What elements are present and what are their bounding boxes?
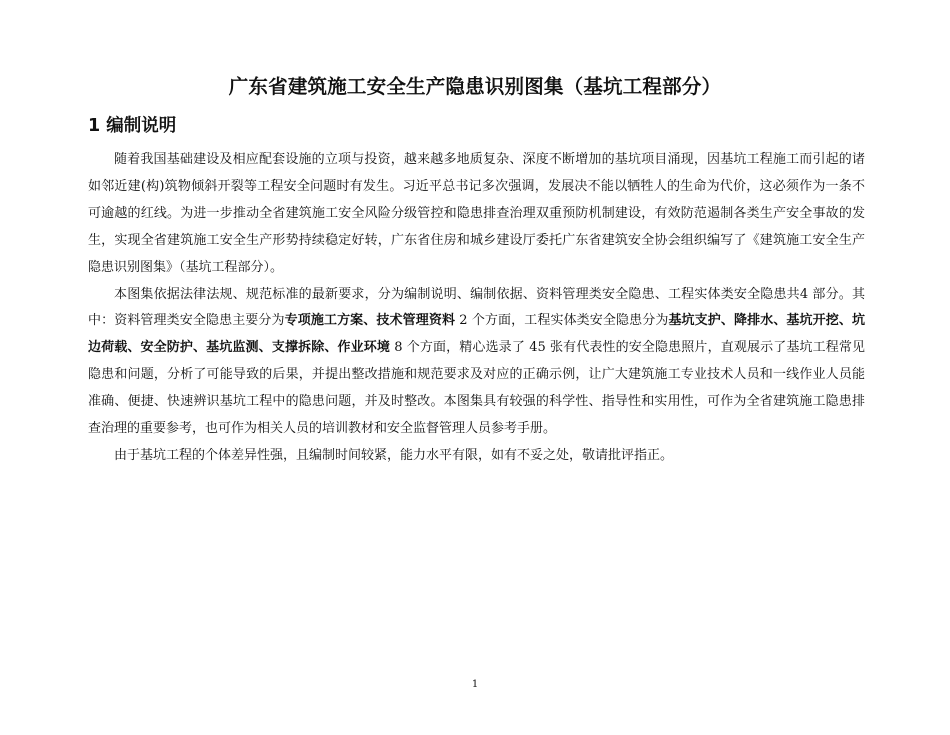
section-heading: 1 编制说明 [88, 116, 177, 136]
body-text [88, 147, 865, 470]
document-title: 广东省建筑施工安全生产隐患识别图集（基坑工程部分） [228, 75, 722, 98]
highlight-document-categories: 专项施工方案、技术管理资料 [284, 313, 456, 329]
paragraph-structure-text-3: 8 个方面，精心选录了 45 张有代表性的安全隐患照片，直观展示了基坑工程常见隐患和问题，分析了可能导致的后果，并提出整改措施和规范要求及对应的正确示例，让广大建筑施工专业技术人员和一线作业人员能准确、便捷、快速辨识基坑工程中的隐患问题，并及时整改。本图集具有较强的科学性、指导性和实用性，可作为全省建筑施工隐患排查治理的重要参考，也可作为相关人员的培训教材和安全监督管理人员参考手册。 [88, 340, 865, 437]
paragraph-background-text: 随着我国基础建设及相应配套设施的立项与投资，越来越多地质复杂、深度不断增加的基坑项目涌现，因基坑工程施工而引起的诸如邻近建(构)筑物倾斜开裂等工程安全问题时有发生。习近平总书记多次强调，发展决不能以牺牲人的生命为代价，这必须作为一条不可逾越的红线。为进一步推动全省建筑施工安全风险分级管控和隐患排查治理双重预防机制建设，有效防范遏制各类生产安全事故的发生，实现全省建筑施工安全生产形势持续稳定好转，广东省住房和城乡建设厅委托广东省建筑安全协会组织编写了《建筑施工安全生产隐患识别图集》（基坑工程部分）。 [88, 152, 865, 275]
highlight-physical-categories: 基坑支护、降排水、基坑开挖、坑边荷载、安全防护、基坑监测、支撑拆除、作业环境 [88, 313, 865, 356]
paragraph-disclaimer-text: 由于基坑工程的个体差异性强，且编制时间较紧，能力水平有限，如有不妥之处，敬请批评指正。 [114, 447, 674, 463]
paragraph-structure-text-2: 2 个方面，工程实体类安全隐患分为 [455, 313, 669, 329]
paragraph-structure-text-1: 本图集依据法律法规、规范标准的最新要求，分为编制说明、编制依据、资料管理类安全隐患、工程实体类安全隐患共4 部分。其中：资料管理类安全隐患主要分为 [88, 286, 865, 329]
paragraph-structure [88, 282, 865, 443]
paragraph-disclaimer [88, 443, 865, 470]
page-number: 1 [471, 679, 479, 690]
paragraph-background [88, 147, 865, 282]
